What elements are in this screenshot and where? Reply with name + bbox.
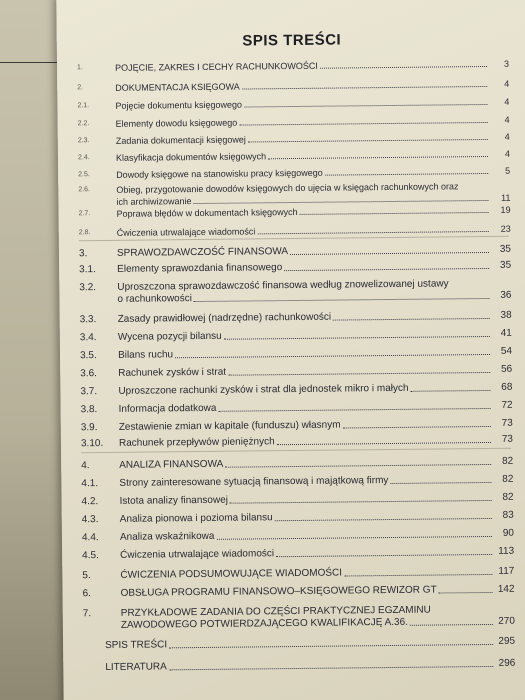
toc-leader-dots bbox=[343, 426, 491, 429]
toc-entry bbox=[80, 399, 513, 416]
toc-leader-dots bbox=[244, 104, 487, 108]
toc-entry bbox=[76, 58, 510, 73]
toc-entry-title: Dowody księgowe na stanowisku pracy księgowego bbox=[116, 167, 323, 180]
toc-entry bbox=[79, 345, 513, 362]
toc-leader-dots bbox=[333, 318, 490, 321]
toc-page-number: 90 bbox=[502, 527, 514, 539]
toc-entry-number: 3. bbox=[78, 248, 88, 260]
toc-entry-number: 3.8. bbox=[80, 404, 98, 416]
toc-leader-dots bbox=[325, 173, 488, 176]
toc-entry-number: 4.3. bbox=[81, 514, 99, 526]
toc-entry-number: 2.3. bbox=[77, 137, 90, 145]
toc-page-number: 82 bbox=[502, 473, 514, 485]
toc-entry-title: Istota analizy finansowej bbox=[119, 494, 229, 507]
toc-entry bbox=[77, 114, 510, 129]
toc-entry-title: ANALIZA FINANSOWA bbox=[119, 458, 224, 471]
toc-leader-dots bbox=[242, 86, 487, 90]
page-title: SPIS TREŚCI bbox=[242, 31, 342, 50]
toc-entry-number: 2.8. bbox=[78, 229, 91, 237]
toc-page-number: 38 bbox=[500, 309, 512, 321]
toc-entry-number: 3.9. bbox=[80, 422, 98, 434]
toc-page-number: 54 bbox=[500, 345, 513, 357]
toc-page-number: 295 bbox=[498, 635, 516, 647]
toc-page-number: 5 bbox=[505, 165, 511, 176]
toc-entry-title: LITERATURA bbox=[105, 661, 167, 674]
toc-leader-dots bbox=[410, 624, 493, 626]
toc-leader-dots bbox=[277, 442, 491, 445]
toc-entry bbox=[82, 545, 515, 562]
toc-entry-title: ZAWODOWEGO POTWIERDZAJĄCEGO KWALIFIKACJĘ A.36. bbox=[120, 616, 408, 631]
toc-entry bbox=[77, 78, 510, 93]
toc-leader-dots bbox=[290, 252, 489, 255]
toc-entry-number: 3.10. bbox=[80, 438, 104, 450]
toc-entry-title: SPIS TREŚCI bbox=[105, 639, 168, 652]
toc-entry bbox=[83, 604, 515, 633]
toc-entry-title: Wycena pozycji bilansu bbox=[117, 330, 222, 343]
toc-entry-number: 3.4. bbox=[79, 332, 97, 344]
toc-leader-dots bbox=[248, 139, 488, 143]
toc-entry-title: Analiza wskaźnikowa bbox=[119, 530, 215, 543]
toc-page-number: 72 bbox=[501, 399, 513, 411]
toc-page-number: 23 bbox=[500, 223, 511, 234]
toc-page-number: 73 bbox=[501, 417, 513, 429]
toc-leader-dots bbox=[175, 354, 490, 358]
toc-entry bbox=[82, 565, 515, 582]
toc-leader-dots bbox=[390, 482, 491, 484]
toc-entry bbox=[81, 509, 514, 526]
toc-entry-number: 6. bbox=[82, 588, 91, 600]
toc-page-number: 270 bbox=[498, 615, 515, 627]
toc-leader-dots bbox=[268, 156, 488, 159]
toc-entry-number: 3.6. bbox=[80, 368, 97, 380]
toc-entry-title: Zasady prawidłowej (nadrzędne) rachunkowości bbox=[117, 311, 332, 325]
toc-page-number: 117 bbox=[498, 565, 515, 577]
toc-leader-dots bbox=[275, 518, 492, 521]
toc-entry bbox=[78, 165, 511, 180]
toc-entry bbox=[79, 278, 511, 307]
toc-leader-dots bbox=[216, 536, 491, 540]
toc-page-number: 68 bbox=[501, 381, 513, 393]
toc-leader-dots bbox=[300, 212, 489, 215]
toc-page-number: 41 bbox=[500, 327, 512, 339]
toc-entry-number: 5. bbox=[82, 570, 91, 582]
toc-entry-title: DOKUMENTACJA KSIĘGOWA bbox=[115, 81, 240, 93]
toc-page-number: 4 bbox=[504, 96, 510, 107]
toc-leader-dots bbox=[276, 554, 492, 557]
toc-entry-number: 1. bbox=[76, 64, 83, 72]
toc-entry bbox=[77, 131, 510, 146]
toc-page-number: 11 bbox=[501, 192, 511, 203]
toc-entry-number: 7. bbox=[82, 608, 92, 620]
toc-entry-title: Rachunek zysków i strat bbox=[118, 366, 227, 379]
toc-leader-dots bbox=[239, 122, 487, 126]
toc-page-number: 82 bbox=[501, 455, 514, 467]
toc-entry-number: 3.3. bbox=[79, 314, 97, 326]
toc-entry-title: Ćwiczenia utrwalające wiadomości bbox=[120, 548, 275, 561]
toc-page-number: 4 bbox=[504, 131, 510, 142]
toc-entry-number: 3.1. bbox=[79, 264, 96, 276]
toc-page-number: 4 bbox=[504, 114, 510, 125]
toc-entry-title: Uproszczona sprawozdawczość finansowa według znowelizowanej ustawy bbox=[117, 278, 449, 293]
toc-entry bbox=[78, 243, 512, 260]
toc-entry bbox=[81, 455, 514, 472]
toc-entry-title: Poprawa błędów w dokumentach księgowych bbox=[116, 206, 298, 219]
toc-leader-dots bbox=[257, 231, 488, 234]
toc-entry bbox=[83, 635, 516, 652]
toc-entry-number: 4. bbox=[81, 460, 90, 472]
toc-leader-dots bbox=[194, 298, 490, 302]
toc-entry-title: POJĘCIE, ZAKRES I CECHY RACHUNKOWOŚCI bbox=[114, 60, 318, 73]
toc-entry-title: OBSŁUGA PROGRAMU FINANSOWO–KSIĘGOWEGO REWIZOR GT bbox=[120, 584, 437, 599]
toc-entry-title: ĆWICZENIA PODSUMOWUJĄCE WIADOMOŚCI bbox=[120, 567, 343, 581]
toc-entry-title: Uproszczone rachunki zysków i strat dla jednostek mikro i małych bbox=[118, 382, 409, 397]
toc-page-number: 73 bbox=[501, 433, 514, 445]
toc-page-number: 36 bbox=[500, 289, 512, 301]
toc-entry bbox=[79, 327, 512, 344]
toc-page-number: 35 bbox=[499, 259, 512, 271]
toc-leader-dots bbox=[228, 372, 490, 376]
toc-entry bbox=[83, 657, 516, 674]
toc-entry bbox=[80, 433, 514, 450]
toc-page-number: 83 bbox=[502, 509, 514, 521]
book-page bbox=[56, 0, 525, 700]
toc-page-number: 113 bbox=[498, 545, 515, 557]
toc-page-number: 4 bbox=[504, 78, 510, 89]
toc-entry-title: Ćwiczenia utrwalające wiadomości bbox=[116, 226, 256, 238]
toc-entry bbox=[80, 363, 513, 380]
toc-entry-number: 2.1. bbox=[77, 102, 90, 110]
toc-page-number: 296 bbox=[498, 657, 516, 669]
toc-entry bbox=[79, 309, 512, 326]
toc-entry-number: 2.7. bbox=[78, 210, 91, 218]
toc-entry-number: 2.6. bbox=[78, 186, 91, 194]
toc-leader-dots bbox=[439, 592, 493, 594]
toc-entry bbox=[79, 259, 512, 276]
toc-entry-number: 2. bbox=[77, 84, 84, 92]
toc-entry-title: Obieg, przygotowanie dowodów księgowych do ujęcia w księgach rachunkowych oraz bbox=[116, 181, 459, 195]
toc-entry-number: 3.5. bbox=[79, 350, 97, 362]
toc-leader-dots bbox=[218, 408, 490, 412]
toc-entry-number: 4.5. bbox=[82, 550, 99, 562]
toc-entry-title: ich archiwizowanie bbox=[116, 196, 192, 207]
toc-entry-number: 2.5. bbox=[78, 171, 90, 179]
toc-entry-title: Informacja dodatkowa bbox=[118, 402, 217, 415]
toc-entry-title: o rachunkowości bbox=[117, 293, 192, 305]
toc-entry-title: Zestawienie zmian w kapitale (funduszu) własnym bbox=[118, 419, 341, 433]
toc-entry-number: 2.4. bbox=[77, 154, 90, 162]
toc-leader-dots bbox=[344, 574, 492, 577]
toc-entry bbox=[78, 223, 511, 238]
toc-entry-number: 4.2. bbox=[81, 496, 99, 508]
toc-page-number: 56 bbox=[501, 363, 513, 375]
toc-page-number: 3 bbox=[503, 58, 510, 69]
toc-entry bbox=[77, 148, 511, 163]
toc-entry-title: Elementy dowodu księgowego bbox=[115, 117, 238, 129]
toc-leader-dots bbox=[224, 336, 490, 340]
toc-page-number: 142 bbox=[497, 583, 515, 595]
toc-entry-title: PRZYKŁADOWE ZADANIA DO CZĘŚCI PRAKTYCZNEJ EGZAMINU bbox=[120, 604, 431, 619]
left-page-edge bbox=[0, 0, 64, 700]
toc-entry-title: SPRAWOZDAWCZOŚĆ FINANSOWA bbox=[116, 246, 289, 259]
toc-page-number: 35 bbox=[499, 243, 512, 255]
toc-entry bbox=[80, 381, 513, 398]
toc-leader-dots bbox=[169, 644, 493, 648]
toc-entry-title: Zadania dokumentacji księgowej bbox=[115, 134, 246, 146]
toc-entry-title: Bilans ruchu bbox=[117, 349, 174, 361]
toc-page-number: 19 bbox=[500, 204, 511, 215]
toc-entry-number: 4.1. bbox=[81, 478, 99, 490]
toc-leader-dots bbox=[169, 666, 493, 670]
toc-entry bbox=[80, 417, 513, 434]
toc-page-number: 4 bbox=[504, 148, 511, 159]
toc-entry-title: Elementy sprawozdania finansowego bbox=[117, 262, 283, 275]
toc-entry bbox=[81, 491, 514, 508]
toc-leader-dots bbox=[225, 464, 491, 468]
toc-entry-number: 4.4. bbox=[81, 532, 99, 544]
table-of-contents bbox=[76, 54, 516, 674]
toc-entry-title: Rachunek przepływów pieniężnych bbox=[118, 436, 275, 449]
toc-entry-title: Analiza pionowa i pozioma bilansu bbox=[119, 512, 273, 525]
toc-leader-dots bbox=[284, 268, 489, 271]
toc-entry bbox=[81, 473, 514, 490]
left-page-rule bbox=[0, 62, 58, 63]
toc-leader-dots bbox=[320, 66, 487, 69]
toc-leader-dots bbox=[230, 500, 492, 504]
toc-entry bbox=[81, 527, 514, 544]
toc-entry-number: 3.7. bbox=[80, 386, 98, 398]
toc-page-number: 82 bbox=[502, 491, 514, 503]
toc-entry-number: 2.2. bbox=[77, 120, 90, 128]
toc-leader-dots bbox=[411, 390, 491, 392]
toc-entry bbox=[77, 96, 510, 111]
toc-entry-title: Strony zainteresowane sytuacją finansową i majątkową firmy bbox=[119, 475, 389, 489]
toc-entry bbox=[82, 583, 515, 600]
toc-entry-title: Klasyfikacja dokumentów księgowych bbox=[115, 151, 267, 163]
toc-entry-title: Pojęcie dokumentu księgowego bbox=[115, 99, 243, 111]
toc-entry-number: 3.2. bbox=[79, 282, 97, 294]
